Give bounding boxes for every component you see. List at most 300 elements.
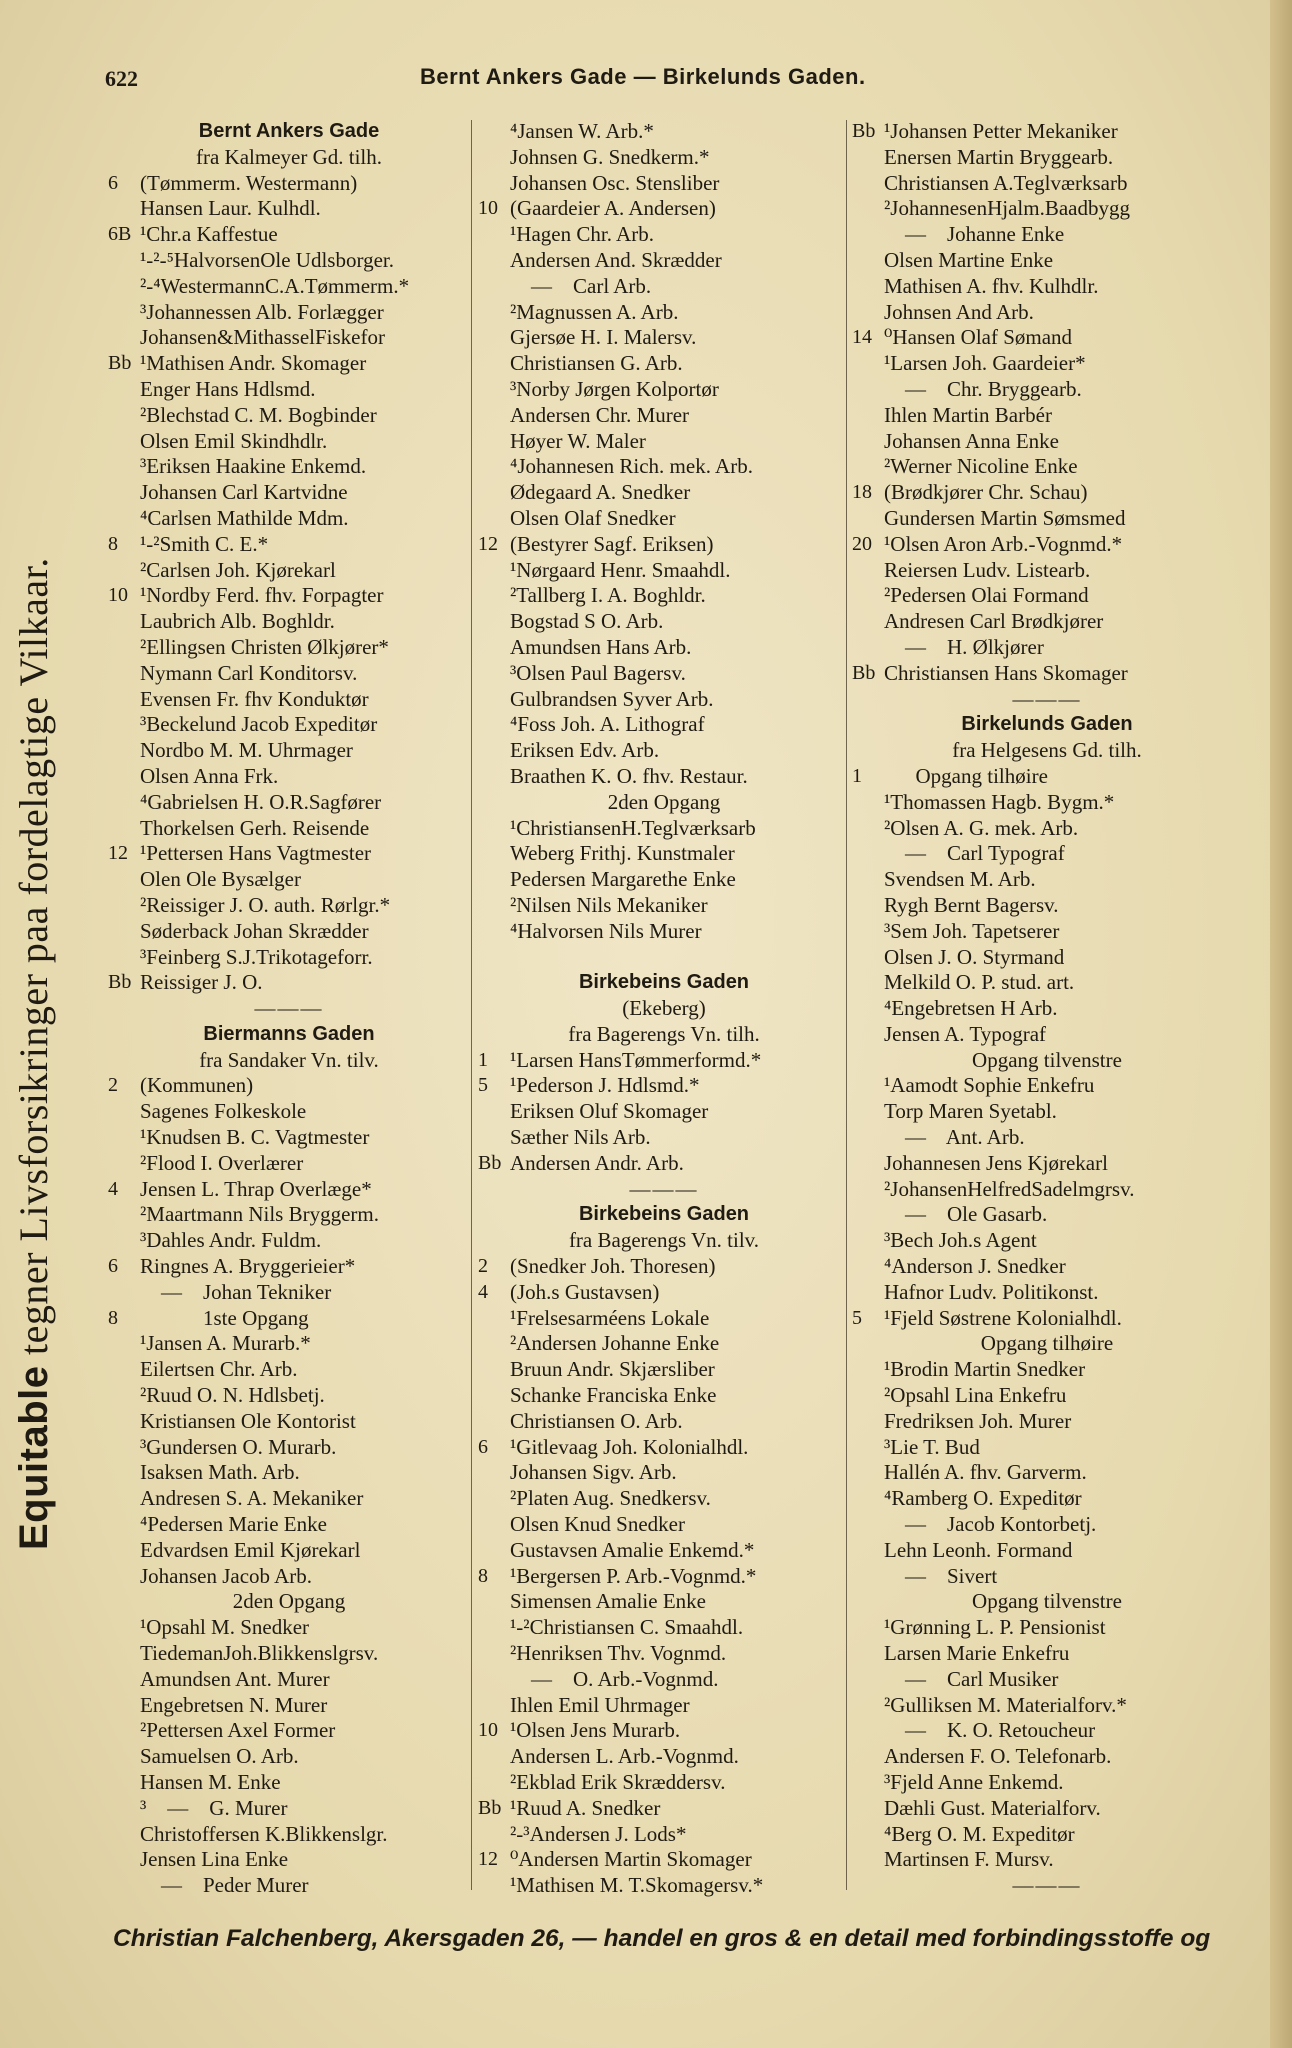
directory-entry bbox=[478, 1847, 850, 1873]
section-subheading bbox=[478, 1022, 850, 1048]
entry-text: Olsen Emil Skindhdlr. bbox=[140, 428, 328, 453]
entry-text: ¹Fjeld Søstrene Kolonialhdl. bbox=[884, 1305, 1122, 1330]
entry-text: — Carl Typograf bbox=[884, 841, 1065, 866]
directory-entry bbox=[852, 1744, 1242, 1770]
entry-text: ⁴Johannesen Rich. mek. Arb. bbox=[510, 454, 753, 479]
entry-text: Andersen And. Skrædder bbox=[510, 247, 722, 272]
entry-text: Enger Hans Hdlsmd. bbox=[140, 376, 316, 401]
entry-text: ¹Gitlevaag Joh. Kolonialhdl. bbox=[510, 1434, 749, 1459]
house-number: 6 bbox=[108, 171, 118, 194]
directory-entry bbox=[478, 841, 850, 867]
directory-entry bbox=[108, 1460, 470, 1486]
directory-entry bbox=[478, 1744, 850, 1770]
house-number: 8 bbox=[478, 1564, 488, 1587]
side-advertisement bbox=[10, 490, 57, 1550]
entry-text: Gustavsen Amalie Enkemd.* bbox=[510, 1537, 755, 1562]
entry-text: Johansen Jacob Arb. bbox=[140, 1563, 313, 1588]
entry-text: Mathisen A. fhv. Kulhdlr. bbox=[884, 273, 1099, 298]
directory-entry bbox=[108, 1847, 470, 1873]
entry-text: — Ant. Arb. bbox=[884, 1125, 1025, 1150]
entry-text: ²Opsahl Lina Enkefru bbox=[884, 1383, 1067, 1408]
directory-entry bbox=[108, 1512, 470, 1538]
directory-entry bbox=[852, 1718, 1242, 1744]
entry-text: fra Bagerengs Vn. tilh. bbox=[568, 1021, 760, 1046]
entry-text: Ødegaard A. Snedker bbox=[510, 480, 691, 505]
directory-entry bbox=[108, 712, 470, 738]
entry-text: Lehn Leonh. Formand bbox=[884, 1537, 1073, 1562]
directory-entry bbox=[852, 119, 1242, 145]
directory-entry bbox=[852, 1796, 1242, 1822]
directory-entry bbox=[852, 609, 1242, 635]
directory-entry bbox=[852, 867, 1242, 893]
directory-entry bbox=[852, 1822, 1242, 1848]
directory-entry bbox=[108, 1099, 470, 1125]
entry-text: Birkebeins Gaden bbox=[578, 1203, 750, 1226]
entry-text: Høyer W. Maler bbox=[510, 428, 646, 453]
directory-entry bbox=[478, 1409, 850, 1435]
entry-text: 2den Opgang bbox=[232, 1589, 346, 1614]
directory-entry bbox=[852, 1357, 1242, 1383]
directory-entry bbox=[108, 1254, 470, 1280]
entry-text: — Jacob Kontorbetj. bbox=[884, 1512, 1097, 1537]
entry-text: Olsen Olaf Snedker bbox=[510, 505, 676, 530]
entry-text: Kristiansen Ole Kontorist bbox=[140, 1408, 356, 1433]
entry-text: ²Gulliksen M. Materialforv.* bbox=[884, 1692, 1127, 1717]
directory-entry bbox=[478, 1357, 850, 1383]
entry-text: Johansen&MithasselFiskefor bbox=[140, 325, 385, 350]
entry-text: — Johanne Enke bbox=[884, 222, 1065, 247]
entry-text: ¹Knudsen B. C. Vagtmester bbox=[140, 1125, 370, 1150]
section-subheading bbox=[108, 1048, 470, 1074]
entry-text: Biermanns Gaden bbox=[203, 1022, 375, 1045]
directory-entry bbox=[852, 1280, 1242, 1306]
entry-text: ³Bech Joh.s Agent bbox=[884, 1228, 1037, 1253]
directory-entry bbox=[852, 274, 1242, 300]
directory-entry bbox=[852, 1073, 1242, 1099]
house-number: 12 bbox=[478, 1848, 498, 1871]
entry-text: ⁴Anderson J. Snedker bbox=[884, 1254, 1066, 1279]
directory-entry bbox=[478, 1770, 850, 1796]
street-heading bbox=[108, 119, 470, 145]
directory-entry bbox=[478, 816, 850, 842]
directory-entry bbox=[478, 248, 850, 274]
entry-text: Larsen Marie Enkefru bbox=[884, 1641, 1070, 1666]
entry-text: ³Fjeld Anne Enkemd. bbox=[884, 1770, 1064, 1794]
directory-entry bbox=[108, 558, 470, 584]
directory-entry bbox=[478, 1486, 850, 1512]
entry-text: Johansen Anna Enke bbox=[884, 428, 1059, 453]
house-number: 18 bbox=[852, 481, 872, 504]
house-number: Bb bbox=[852, 661, 876, 684]
house-number: Bb bbox=[108, 352, 132, 375]
directory-entry bbox=[108, 1744, 470, 1770]
entry-text: ¹Olsen Jens Murarb. bbox=[510, 1718, 681, 1743]
directory-entry bbox=[478, 1073, 850, 1099]
entry-text: Hansen M. Enke bbox=[140, 1770, 281, 1794]
entry-text: — Johan Tekniker bbox=[140, 1279, 332, 1304]
entry-text: Ihlen Emil Uhrmager bbox=[510, 1692, 690, 1717]
directory-entry bbox=[852, 1409, 1242, 1435]
directory-entry bbox=[852, 1667, 1242, 1693]
entry-text: Amundsen Hans Arb. bbox=[510, 634, 692, 659]
entry-text: ²Flood I. Overlærer bbox=[140, 1150, 304, 1175]
directory-entry bbox=[478, 1099, 850, 1125]
directory-entry bbox=[478, 583, 850, 609]
directory-entry bbox=[108, 841, 470, 867]
directory-entry bbox=[108, 1125, 470, 1151]
entry-text: fra Bagerengs Vn. tilv. bbox=[568, 1228, 760, 1253]
entry-text: Andersen Andr. Arb. bbox=[510, 1150, 684, 1175]
directory-entry bbox=[852, 1306, 1242, 1332]
directory-entry bbox=[478, 635, 850, 661]
entry-text: ³ — G. Murer bbox=[140, 1795, 288, 1820]
directory-entry bbox=[108, 1693, 470, 1719]
entry-text: 2den Opgang bbox=[607, 789, 721, 814]
directory-entry bbox=[108, 1306, 470, 1332]
house-number: Bb bbox=[478, 1796, 502, 1819]
entry-text: Eilertsen Chr. Arb. bbox=[140, 1357, 298, 1382]
house-number: Bb bbox=[478, 1151, 502, 1174]
entry-text: Opgang tilvenstre bbox=[972, 1047, 1122, 1072]
house-number: 10 bbox=[478, 197, 498, 220]
section-separator bbox=[852, 687, 1242, 713]
directory-entry bbox=[108, 351, 470, 377]
house-number: 6 bbox=[478, 1435, 488, 1458]
entry-text: Christiansen Hans Skomager bbox=[884, 660, 1128, 685]
entry-text: ¹Frelsesarméens Lokale bbox=[510, 1305, 710, 1330]
entry-text: Bruun Andr. Skjærsliber bbox=[510, 1357, 715, 1382]
entry-text: ²-⁴WestermannC.A.Tømmerm.* bbox=[140, 273, 410, 298]
directory-entry bbox=[478, 893, 850, 919]
directory-entry bbox=[852, 222, 1242, 248]
entry-text: Edvardsen Emil Kjørekarl bbox=[140, 1537, 361, 1562]
directory-entry bbox=[852, 1383, 1242, 1409]
entry-text: ¹Johansen Petter Mekaniker bbox=[884, 119, 1118, 143]
entry-text: Johansen Osc. Stensliber bbox=[510, 170, 720, 195]
street-heading bbox=[852, 712, 1242, 738]
entry-text: Rygh Bernt Bagersv. bbox=[884, 892, 1059, 917]
entry-text: ²Henriksen Thv. Vognmd. bbox=[510, 1641, 727, 1666]
entry-text: Johansen Sigv. Arb. bbox=[510, 1460, 677, 1485]
house-number: 20 bbox=[852, 532, 872, 555]
directory-column-3 bbox=[852, 119, 1242, 1899]
directory-entry bbox=[478, 687, 850, 713]
directory-entry bbox=[852, 1254, 1242, 1280]
entry-text: ³Eriksen Haakine Enkemd. bbox=[140, 454, 367, 479]
house-number: Bb bbox=[852, 120, 876, 142]
directory-entry bbox=[478, 300, 850, 326]
directory-entry bbox=[108, 1228, 470, 1254]
directory-entry bbox=[478, 480, 850, 506]
directory-entry bbox=[108, 248, 470, 274]
directory-entry bbox=[108, 532, 470, 558]
entry-text: ¹-²Smith C. E.* bbox=[140, 531, 269, 556]
directory-entry bbox=[852, 1202, 1242, 1228]
directory-entry bbox=[108, 790, 470, 816]
directory-entry bbox=[108, 325, 470, 351]
directory-entry bbox=[852, 454, 1242, 480]
entry-text: ¹Jansen A. Murarb.* bbox=[140, 1331, 311, 1356]
entry-text: ——— bbox=[1012, 686, 1082, 711]
directory-entry bbox=[478, 1306, 850, 1332]
entry-text: Simensen Amalie Enke bbox=[510, 1589, 706, 1614]
directory-entry bbox=[108, 738, 470, 764]
directory-entry bbox=[108, 635, 470, 661]
entry-text: Birkelunds Gaden bbox=[961, 713, 1133, 736]
directory-entry bbox=[852, 1228, 1242, 1254]
directory-entry bbox=[852, 248, 1242, 274]
directory-entry bbox=[852, 532, 1242, 558]
entry-text: Reiersen Ludv. Listearb. bbox=[884, 557, 1091, 582]
directory-entry bbox=[852, 661, 1242, 687]
directory-entry bbox=[852, 1151, 1242, 1177]
entry-text: ²Ellingsen Christen Ølkjører* bbox=[140, 634, 389, 659]
directory-entry bbox=[478, 1151, 850, 1177]
entry-text: ¹Larsen HansTømmerformd.* bbox=[510, 1047, 762, 1072]
entry-text: Andersen F. O. Telefonarb. bbox=[884, 1744, 1112, 1769]
section-subheading bbox=[108, 145, 470, 171]
street-heading bbox=[478, 1202, 850, 1228]
directory-entry bbox=[852, 919, 1242, 945]
entry-text: ²Werner Nicoline Enke bbox=[884, 454, 1078, 479]
directory-entry bbox=[108, 274, 470, 300]
directory-entry bbox=[108, 1357, 470, 1383]
entry-text: ¹-²Christiansen C. Smaahdl. bbox=[510, 1615, 744, 1640]
house-number: 10 bbox=[478, 1719, 498, 1742]
entry-text: Nymann Carl Konditorsv. bbox=[140, 660, 358, 685]
entry-text: ²Pettersen Axel Former bbox=[140, 1718, 336, 1743]
directory-entry bbox=[852, 145, 1242, 171]
entry-text: ⁰Andersen Martin Skomager bbox=[510, 1847, 752, 1872]
directory-entry bbox=[478, 1796, 850, 1822]
entry-text: ²Platen Aug. Snedkersv. bbox=[510, 1486, 711, 1511]
directory-entry bbox=[852, 841, 1242, 867]
house-number: 12 bbox=[478, 532, 498, 555]
entry-text: ¹Ruud A. Snedker bbox=[510, 1795, 661, 1820]
entry-text: ²JohannesenHjalm.Baadbygg bbox=[884, 196, 1130, 221]
entry-text: ¹Thomassen Hagb. Bygm.* bbox=[884, 789, 1115, 814]
directory-entry bbox=[478, 919, 850, 945]
directory-entry bbox=[108, 1822, 470, 1848]
entry-text: Bernt Ankers Gade bbox=[198, 120, 380, 142]
entry-text: Opgang tilhøire bbox=[884, 763, 1048, 788]
entry-text: Torp Maren Syetabl. bbox=[884, 1099, 1057, 1124]
directory-entry bbox=[108, 764, 470, 790]
house-number: Bb bbox=[108, 971, 132, 994]
directory-entry bbox=[478, 661, 850, 687]
entry-text: ²Pedersen Olai Formand bbox=[884, 583, 1089, 608]
entry-text: Enersen Martin Bryggearb. bbox=[884, 144, 1114, 169]
directory-entry bbox=[478, 1435, 850, 1461]
section-subheading bbox=[852, 1589, 1242, 1615]
house-number: 8 bbox=[108, 1306, 118, 1329]
entry-text: Johnsen And Arb. bbox=[884, 299, 1034, 324]
directory-column-1 bbox=[108, 119, 470, 1899]
directory-entry bbox=[478, 1280, 850, 1306]
directory-entry bbox=[478, 1125, 850, 1151]
section-separator bbox=[108, 996, 470, 1022]
entry-text: Birkebeins Gaden bbox=[578, 971, 750, 994]
entry-text: Johannesen Jens Kjørekarl bbox=[884, 1150, 1108, 1175]
directory-entry bbox=[478, 377, 850, 403]
entry-text: Dæhli Gust. Materialforv. bbox=[884, 1795, 1101, 1820]
entry-text: Opgang tilvenstre bbox=[972, 1589, 1122, 1614]
directory-entry bbox=[852, 558, 1242, 584]
entry-text: ¹Hagen Chr. Arb. bbox=[510, 222, 654, 247]
entry-text: ²Tallberg I. A. Boghldr. bbox=[510, 583, 706, 608]
entry-text: Olen Ole Bysælger bbox=[140, 867, 301, 892]
directory-entry bbox=[478, 1718, 850, 1744]
directory-entry bbox=[108, 1796, 470, 1822]
directory-entry bbox=[852, 196, 1242, 222]
entry-text: — Carl Arb. bbox=[510, 273, 652, 298]
entry-text: — O. Arb.-Vognmd. bbox=[510, 1666, 719, 1691]
directory-entry bbox=[852, 635, 1242, 661]
directory-entry bbox=[108, 171, 470, 197]
directory-entry bbox=[852, 996, 1242, 1022]
entry-text: — H. Ølkjører bbox=[884, 634, 1044, 659]
house-number: 2 bbox=[478, 1255, 488, 1278]
directory-entry bbox=[478, 1873, 850, 1899]
entry-text: Gulbrandsen Syver Arb. bbox=[510, 686, 714, 711]
directory-entry bbox=[108, 1435, 470, 1461]
street-heading bbox=[108, 1022, 470, 1048]
directory-entry bbox=[108, 893, 470, 919]
section-subheading bbox=[478, 996, 850, 1022]
entry-text: Olsen Knud Snedker bbox=[510, 1512, 685, 1537]
entry-text: Hafnor Ludv. Politikonst. bbox=[884, 1279, 1099, 1304]
entry-text: ²JohansenHelfredSadelmgrsv. bbox=[884, 1176, 1135, 1201]
entry-text: ⁴Engebretsen H Arb. bbox=[884, 996, 1058, 1021]
entry-text: — Chr. Bryggearb. bbox=[884, 376, 1082, 401]
entry-text: Engebretsen N. Murer bbox=[140, 1692, 328, 1717]
directory-entry bbox=[108, 196, 470, 222]
directory-entry bbox=[852, 1615, 1242, 1641]
entry-text: fra Helgesens Gd. tilh. bbox=[952, 738, 1142, 763]
entry-text: Olsen Martine Enke bbox=[884, 247, 1054, 272]
entry-text: Gundersen Martin Sømsmed bbox=[884, 505, 1126, 530]
entry-text: ³Lie T. Bud bbox=[884, 1434, 980, 1459]
entry-text: ⁴Berg O. M. Expeditør bbox=[884, 1821, 1075, 1846]
entry-text: Jensen A. Typograf bbox=[884, 1021, 1047, 1046]
directory-entry bbox=[478, 609, 850, 635]
section-subheading bbox=[108, 1589, 470, 1615]
footer-advertisement: Christian Falchenberg, Akersgaden 26, — handel en gros & en detail med forbindingsstoffe og bbox=[113, 1925, 1211, 1952]
directory-entry bbox=[478, 351, 850, 377]
directory-entry bbox=[108, 1615, 470, 1641]
entry-text: Martinsen F. Mursv. bbox=[884, 1847, 1054, 1872]
directory-entry bbox=[108, 1151, 470, 1177]
directory-entry bbox=[852, 1641, 1242, 1667]
directory-entry bbox=[108, 403, 470, 429]
directory-entry bbox=[478, 1512, 850, 1538]
entry-text: Olsen Anna Frk. bbox=[140, 763, 279, 788]
directory-entry bbox=[478, 1331, 850, 1357]
directory-entry bbox=[478, 1667, 850, 1693]
directory-entry bbox=[852, 893, 1242, 919]
directory-entry bbox=[108, 1770, 470, 1796]
entry-text: ⁴Foss Joh. A. Lithograf bbox=[510, 712, 705, 737]
entry-text: ²Reissiger J. O. auth. Rørlgr.* bbox=[140, 892, 391, 917]
street-heading bbox=[478, 970, 850, 996]
section-subheading bbox=[478, 1228, 850, 1254]
house-number: 6 bbox=[108, 1255, 118, 1278]
entry-text: Samuelsen O. Arb. bbox=[140, 1744, 299, 1769]
entry-text: Olsen J. O. Styrmand bbox=[884, 944, 1065, 969]
directory-entry bbox=[108, 687, 470, 713]
directory-entry bbox=[108, 1280, 470, 1306]
directory-entry bbox=[108, 919, 470, 945]
directory-entry bbox=[478, 712, 850, 738]
directory-entry bbox=[852, 1125, 1242, 1151]
house-number: 12 bbox=[108, 842, 128, 865]
entry-text: Amundsen Ant. Murer bbox=[140, 1666, 330, 1691]
directory-entry bbox=[852, 1022, 1242, 1048]
directory-entry bbox=[852, 1847, 1242, 1873]
directory-entry bbox=[108, 377, 470, 403]
entry-text: Opgang tilhøire bbox=[980, 1331, 1114, 1356]
entry-text: (Brødkjører Chr. Schau) bbox=[884, 480, 1088, 505]
entry-text: (Ekeberg) bbox=[622, 996, 706, 1021]
directory-entry bbox=[108, 661, 470, 687]
entry-text: ¹Grønning L. P. Pensionist bbox=[884, 1615, 1106, 1640]
directory-entry bbox=[108, 816, 470, 842]
entry-text: Thorkelsen Gerh. Reisende bbox=[140, 815, 370, 840]
directory-entry bbox=[108, 506, 470, 532]
entry-text: ²Andersen Johanne Enke bbox=[510, 1331, 720, 1356]
entry-text: — K. O. Retoucheur bbox=[884, 1718, 1096, 1743]
directory-entry bbox=[478, 1822, 850, 1848]
directory-entry bbox=[478, 1460, 850, 1486]
directory-entry bbox=[478, 274, 850, 300]
entry-text: ——— bbox=[254, 996, 324, 1021]
entry-text: Ihlen Martin Barbér bbox=[884, 402, 1052, 427]
directory-entry bbox=[478, 1564, 850, 1590]
directory-entry bbox=[478, 145, 850, 171]
section-subheading bbox=[852, 1048, 1242, 1074]
house-number: 8 bbox=[108, 532, 118, 555]
entry-text: ¹Nordby Ferd. fhv. Forpagter bbox=[140, 583, 384, 608]
directory-entry bbox=[108, 1538, 470, 1564]
entry-text: ¹Nørgaard Henr. Smaahdl. bbox=[510, 557, 731, 582]
entry-text: ¹Larsen Joh. Gaardeier* bbox=[884, 351, 1086, 376]
directory-entry bbox=[108, 1873, 470, 1899]
entry-text: Bogstad S O. Arb. bbox=[510, 609, 664, 634]
directory-entry bbox=[108, 1564, 470, 1590]
directory-entry bbox=[478, 403, 850, 429]
directory-entry bbox=[852, 1460, 1242, 1486]
entry-text: Christiansen O. Arb. bbox=[510, 1408, 683, 1433]
entry-text: Jensen Lina Enke bbox=[140, 1847, 289, 1872]
entry-text: ⁰Hansen Olaf Sømand bbox=[884, 325, 1073, 350]
entry-text: Johansen Carl Kartvidne bbox=[140, 480, 348, 505]
entry-text: ¹Pettersen Hans Vagtmester bbox=[140, 841, 372, 866]
section-subheading bbox=[852, 1331, 1242, 1357]
entry-text: ⁴Gabrielsen H. O.R.Sagfører bbox=[140, 789, 382, 814]
entry-text: Weberg Frithj. Kunstmaler bbox=[510, 841, 735, 866]
directory-entry bbox=[852, 764, 1242, 790]
directory-entry bbox=[478, 1589, 850, 1615]
entry-text: ²Maartmann Nils Bryggerm. bbox=[140, 1202, 379, 1227]
house-number: 10 bbox=[108, 584, 128, 607]
directory-entry bbox=[852, 1693, 1242, 1719]
directory-entry bbox=[852, 1486, 1242, 1512]
directory-entry bbox=[852, 325, 1242, 351]
entry-text: Fredriksen Joh. Murer bbox=[884, 1408, 1072, 1433]
directory-entry bbox=[852, 1564, 1242, 1590]
directory-entry bbox=[852, 377, 1242, 403]
directory-entry bbox=[108, 1073, 470, 1099]
